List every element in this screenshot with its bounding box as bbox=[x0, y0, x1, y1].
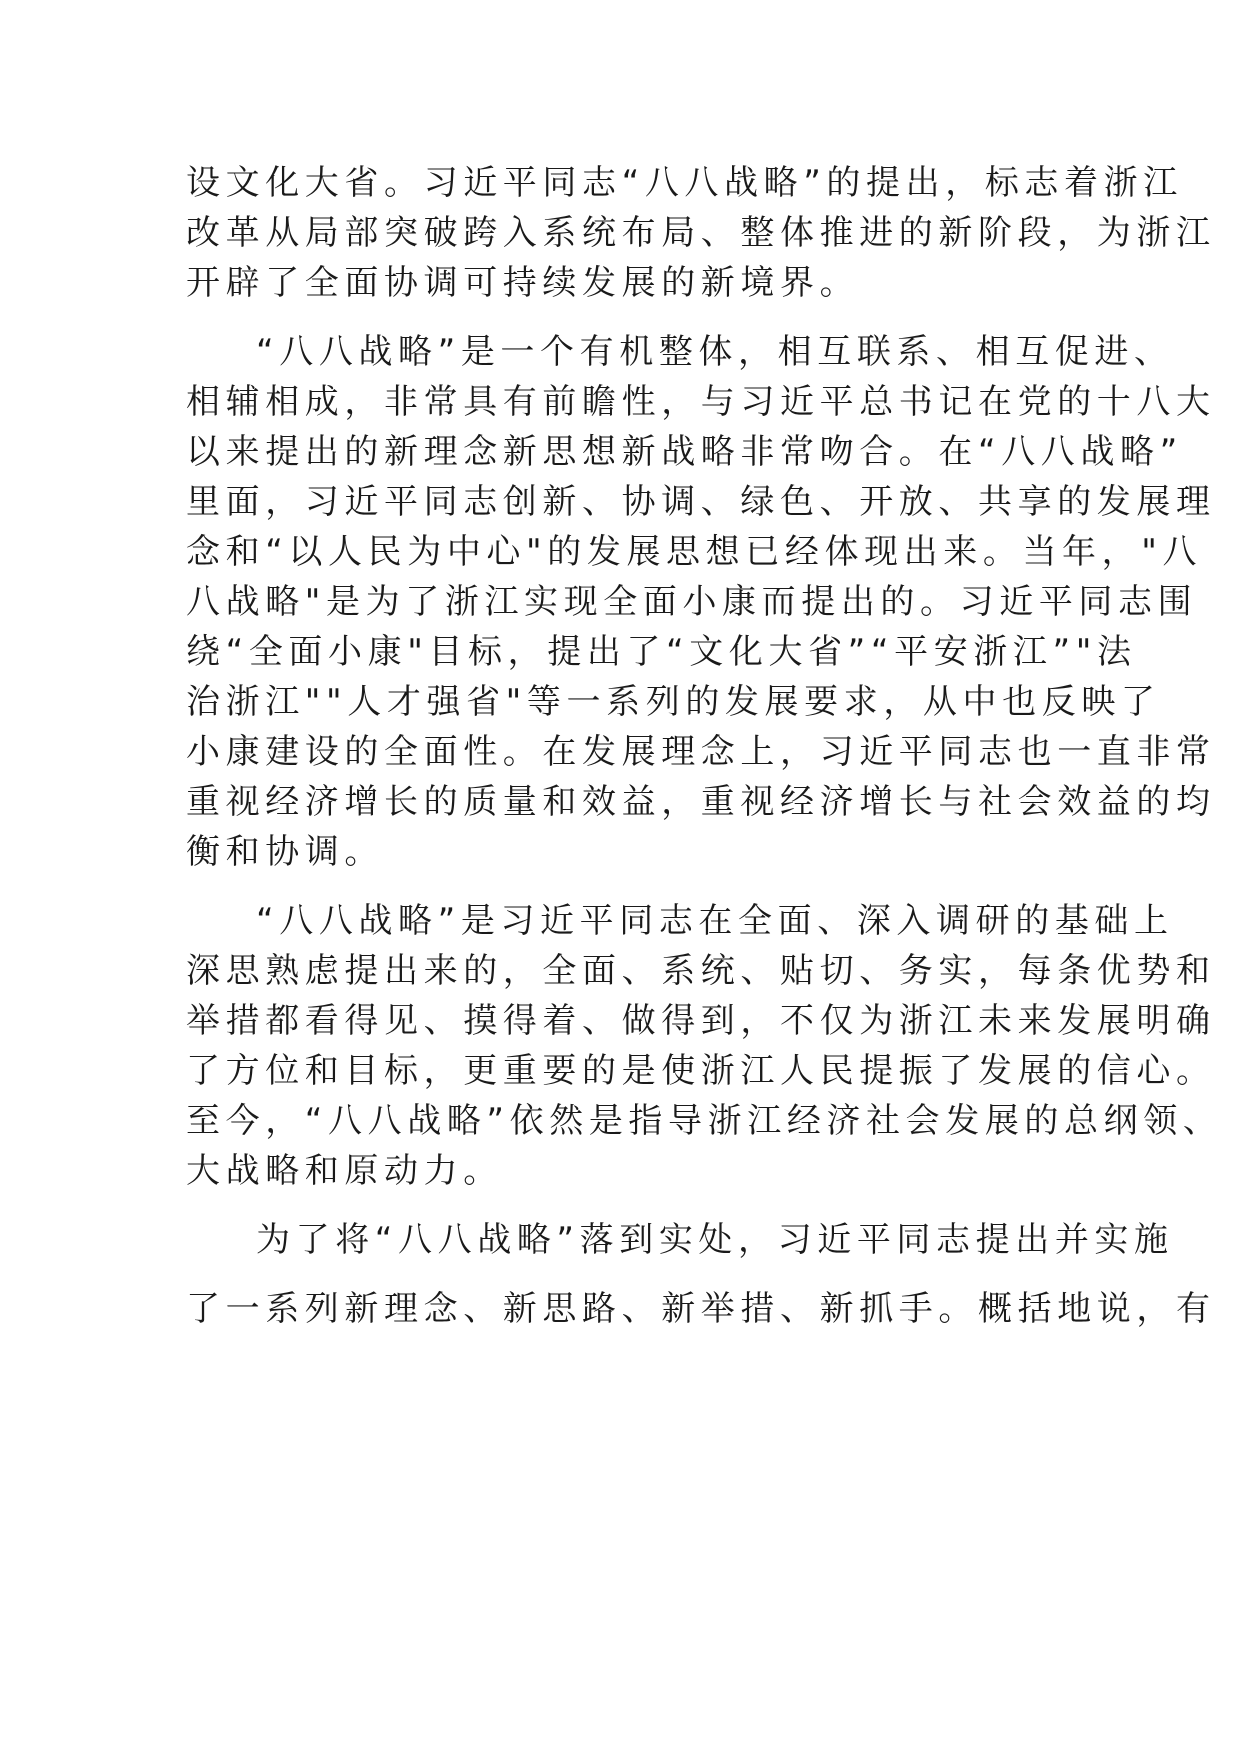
text-line: 以来提出的新理念新思想新战略非常吻合。在“八八战略” bbox=[186, 432, 1183, 472]
text-line: 里面，习近平同志创新、协调、绿色、开放、共享的发展理 bbox=[186, 482, 1216, 522]
text-line: 开辟了全面协调可持续发展的新境界。 bbox=[186, 263, 860, 303]
text-line: 为了将“八八战略”落到实处，习近平同志提出并实施 bbox=[256, 1220, 1174, 1260]
text-line: 深思熟虑提出来的，全面、系统、贴切、务实，每条优势和 bbox=[186, 951, 1216, 991]
text-line: 改革从局部突破跨入系统布局、整体推进的新阶段，为浙江 bbox=[186, 213, 1216, 253]
text-line: 绕“全面小康"目标，提出了“文化大省”“平安浙江”"法 bbox=[186, 632, 1137, 672]
text-line: 至今，“八八战略”依然是指导浙江经济社会发展的总纲领、 bbox=[186, 1101, 1223, 1141]
paragraph-2 bbox=[186, 327, 1216, 896]
text-line: 重视经济增长的质量和效益，重视经济增长与社会效益的均 bbox=[186, 782, 1216, 822]
text-line: 相辅相成，非常具有前瞻性，与习近平总书记在党的十八大 bbox=[186, 382, 1216, 422]
text-line: 小康建设的全面性。在发展理念上，习近平同志也一直非常 bbox=[186, 732, 1216, 772]
text-line: 八战略"是为了浙江实现全面小康而提出的。习近平同志围 bbox=[186, 582, 1198, 622]
text-line: “八八战略”是习近平同志在全面、深入调研的基础上 bbox=[256, 901, 1174, 941]
text-line: 衡和协调。 bbox=[186, 832, 384, 872]
text-line: 了方位和目标，更重要的是使浙江人民提振了发展的信心。 bbox=[186, 1051, 1216, 1091]
text-line: 念和“以人民为中心"的发展思想已经体现出来。当年，"八 bbox=[186, 532, 1203, 572]
text-line: 设文化大省。习近平同志“八八战略”的提出，标志着浙江 bbox=[186, 163, 1183, 203]
paragraph-3 bbox=[186, 896, 1223, 1215]
text-line: 大战略和原动力。 bbox=[186, 1151, 503, 1191]
text-line: 举措都看得见、摸得着、做得到，不仅为浙江未来发展明确 bbox=[186, 1001, 1216, 1041]
text-line: 治浙江""人才强省"等一系列的发展要求，从中也反映了 bbox=[186, 682, 1161, 722]
text-line: 了一系列新理念、新思路、新举措、新抓手。概括地说，有 bbox=[186, 1289, 1216, 1329]
paragraph-4 bbox=[186, 1215, 1216, 1334]
paragraph-1 bbox=[186, 158, 1216, 327]
document-body bbox=[186, 158, 1223, 1334]
text-line: “八八战略”是一个有机整体，相互联系、相互促进、 bbox=[256, 332, 1174, 372]
